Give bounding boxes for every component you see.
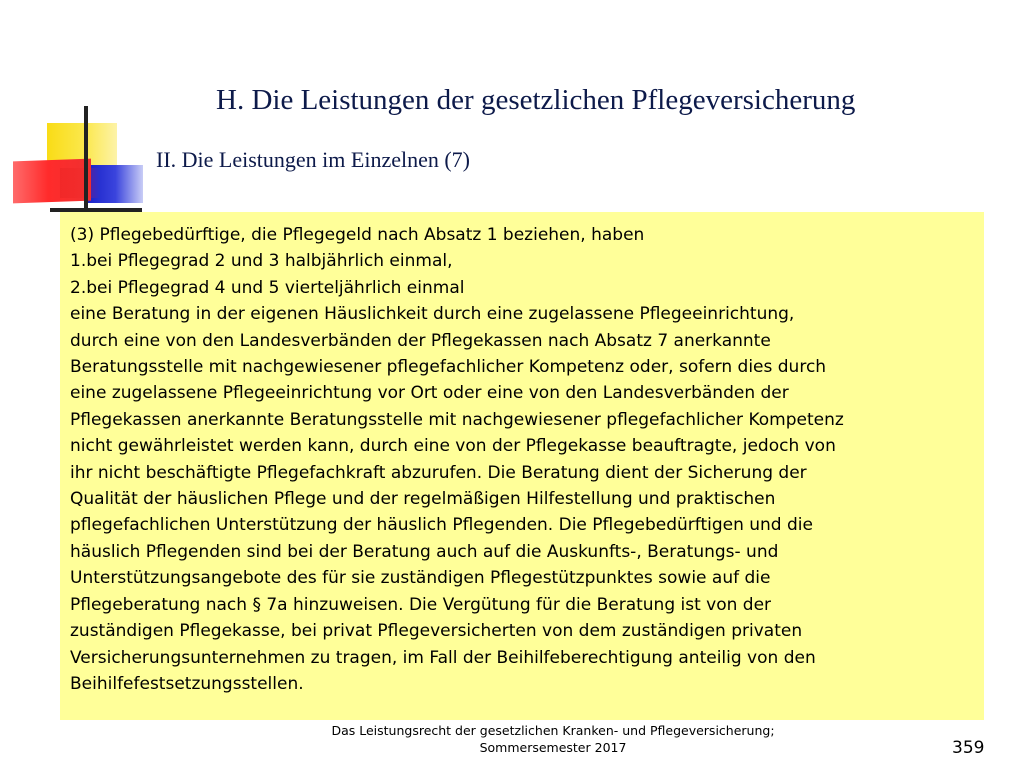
slide-subtitle: II. Die Leistungen im Einzelnen (7) — [156, 147, 471, 172]
content-line: Pflegeberatung nach § 7a hinzuweisen. Die Vergütung für die Beratung ist von der — [70, 594, 772, 615]
content-line: Beihilfefestsetzungsstellen. — [70, 673, 304, 694]
content-line: durch eine von den Landesverbänden der Pflegekassen nach Absatz 7 anerkannte — [70, 330, 771, 351]
content-line: ihr nicht beschäftigte Pflegefachkraft abzurufen. Die Beratung dient der Sicherung der — [70, 462, 807, 483]
content-box — [60, 212, 984, 720]
footer-semester: Sommersemester 2017 — [479, 740, 627, 755]
slide-title: H. Die Leistungen der gesetzlichen Pflegeversicherung — [216, 84, 856, 116]
content-line: häuslich Pflegenden sind bei der Beratung auch auf die Auskunfts-, Beratungs- und — [70, 541, 779, 562]
content-line: Qualität der häuslichen Pflege und der regelmäßigen Hilfestellung und praktischen — [70, 489, 776, 510]
logo-vertical-line — [84, 106, 88, 214]
content-line: nicht gewährleistet werden kann, durch eine von der Pflegekasse beauftragte, jedoch von — [70, 436, 836, 457]
content-line: 1.bei Pflegegrad 2 und 3 halbjährlich einmal, — [70, 251, 453, 272]
content-line: pflegefachlichen Unterstützung der häuslich Pflegenden. Die Pflegebedürftigen und die — [70, 515, 813, 536]
content-line: zuständigen Pflegekasse, bei privat Pflegeversicherten von dem zuständigen privaten — [70, 621, 803, 642]
logo-red-fade — [60, 168, 100, 198]
content-line: Pflegekassen anerkannte Beratungsstelle mit nachgewiesener pflegefachlicher Kompetenz — [70, 409, 844, 430]
content-line: eine Beratung in der eigenen Häuslichkeit durch eine zugelassene Pflegeeinrichtung, — [70, 304, 795, 325]
content-line: Beratungsstelle mit nachgewiesener pflegefachlicher Kompetenz oder, sofern dies durch — [70, 357, 827, 378]
footer — [240, 722, 866, 756]
content-line: 2.bei Pflegegrad 4 und 5 vierteljährlich einmal — [70, 277, 465, 298]
footer-course-title: Das Leistungsrecht der gesetzlichen Kranken- und Pflegeversicherung; — [331, 723, 775, 738]
content-line: Unterstützungsangebote des für sie zuständigen Pflegestützpunktes sowie auf die — [70, 568, 771, 589]
content-line: (3) Pflegebedürftige, die Pflegegeld nach Absatz 1 beziehen, haben — [70, 225, 645, 245]
content-line: Versicherungsunternehmen zu tragen, im Fall der Beihilfeberechtigung anteilig von den — [70, 647, 816, 668]
page-number: 359 — [952, 738, 985, 758]
content-line: eine zugelassene Pflegeeinrichtung vor Ort oder eine von den Landesverbänden der — [70, 383, 789, 404]
